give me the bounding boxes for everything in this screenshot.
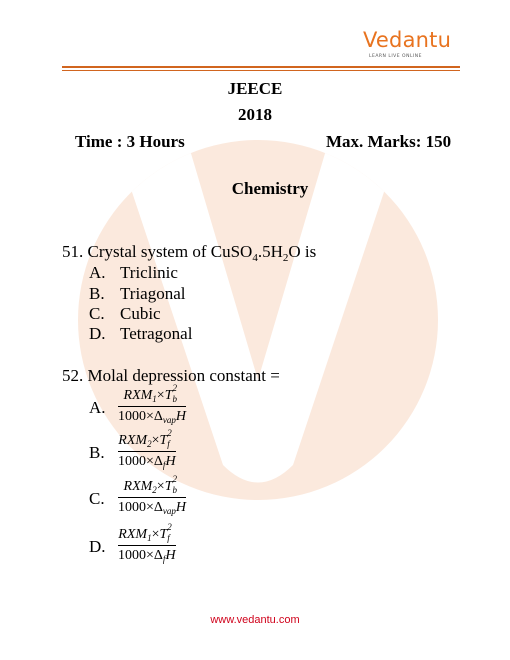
fraction-denominator: $1000\times\Delta_{vap}H$ [118, 500, 187, 516]
option-text: Triagonal [120, 284, 186, 303]
fraction-denominator: $1000\times\Delta_fH$ [118, 548, 176, 564]
logo-tagline: LEARN LIVE ONLINE [369, 54, 422, 59]
option-letter: B. [89, 443, 105, 462]
formula-fraction [118, 522, 176, 564]
option-letter: A. [89, 398, 106, 417]
fraction-bar [118, 545, 176, 546]
header-rule-thin [62, 70, 460, 71]
option-letter: B. [89, 284, 105, 303]
option-text: Cubic [120, 304, 161, 323]
subscript: 4 [252, 252, 258, 264]
fraction-numerator: $RXM_2\times T$ 2 b [123, 474, 177, 495]
option-letter: D. [89, 324, 106, 343]
subject-title: Chemistry [231, 179, 309, 198]
question-text: Molal depression constant = [87, 366, 280, 385]
exam-title: JEECE [227, 79, 283, 98]
question-51 [62, 242, 316, 264]
subscript: 2 [282, 252, 289, 264]
footer-url[interactable]: www.vedantu.com [210, 614, 300, 626]
option-letter: C. [89, 304, 105, 323]
formula-fraction [118, 428, 176, 470]
fraction-bar [118, 406, 186, 407]
fraction-denominator: $1000\times\Delta_{vap}H$ [118, 409, 187, 425]
time-label: Time : 3 Hours [75, 132, 185, 151]
option-letter: A. [89, 263, 106, 282]
header-rule [62, 66, 460, 68]
formula-fraction [118, 474, 187, 516]
fraction-bar [118, 451, 176, 452]
fraction-numerator: $RXM_2\times T$ 2 f [118, 428, 172, 449]
logo-text: Vedantu [363, 28, 452, 52]
question-52 [62, 366, 280, 386]
question-text-post: O is [288, 242, 317, 261]
option-text: Tetragonal [120, 324, 193, 343]
fraction-numerator: $RXM_1\times T$ 2 f [118, 522, 172, 543]
question-text-pre: Crystal system of CuSO [87, 242, 253, 261]
question-number: 51. [62, 242, 84, 261]
max-marks-label: Max. Marks: 150 [326, 132, 452, 151]
option-letter: D. [89, 537, 106, 556]
option-letter: C. [89, 489, 105, 508]
exam-year: 2018 [238, 105, 272, 124]
question-text-mid: .5H [257, 242, 283, 261]
vedantu-logo [363, 30, 458, 58]
question-number: 52. [62, 366, 84, 385]
option-text: Triclinic [120, 263, 178, 282]
fraction-numerator: $RXM_1\times T$ 2 b [123, 383, 177, 404]
fraction-denominator: $1000\times\Delta_fH$ [118, 454, 176, 470]
formula-fraction [118, 383, 187, 425]
fraction-bar [118, 497, 186, 498]
